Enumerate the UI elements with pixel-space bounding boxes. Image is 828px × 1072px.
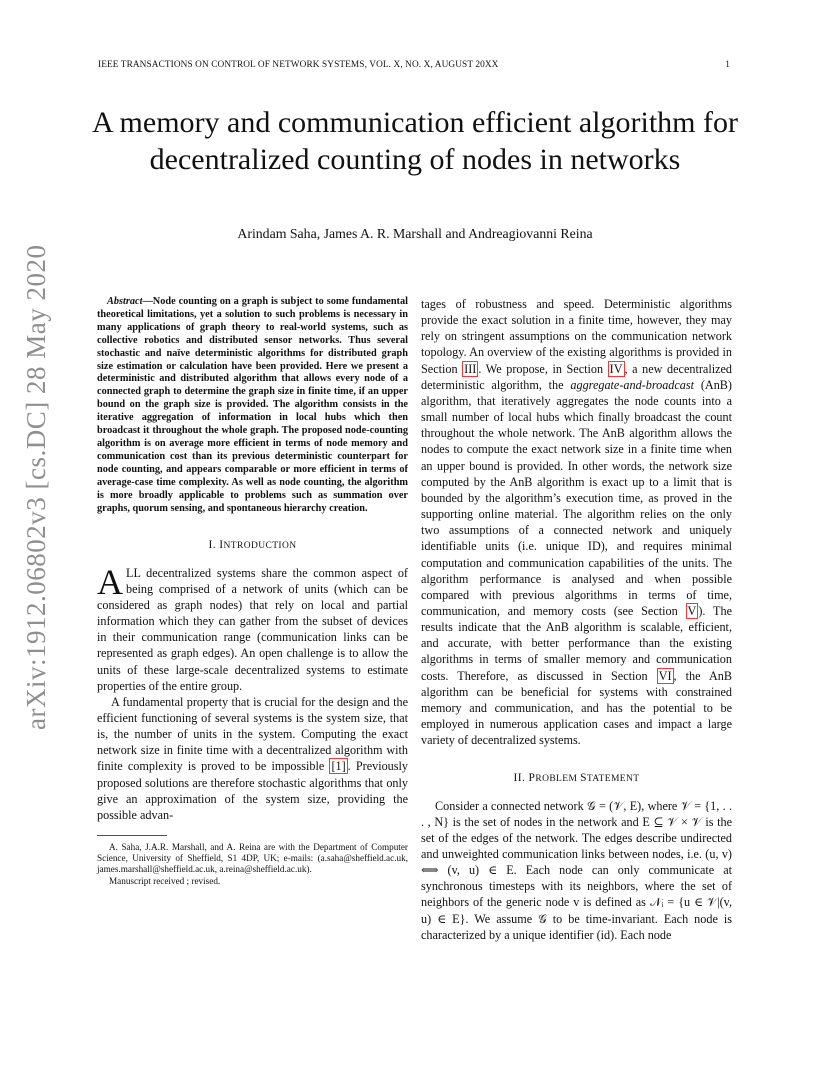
problem-paragraph-1: Consider a connected network 𝒢 = (𝒱, E), where 𝒱 = {1, . . . , N} is the set of nodes in the network and E ⊆ 𝒱 × 𝒱 is the set of the edges of the network. The edges describe undirected and unweighted communication links between nodes, i.e. (u, v) ⟺ (v, u) ∈ E. Each node can only communicate at synchronous timesteps with its neighbors, where the set of neighbors of the generic node v is defined as 𝒩ᵢ = {u ∈ 𝒱|(v, u) ∈ E}. We assume 𝒢 to be time-invariant. Each node is characterized by a unique identifier (id). Each node — [421, 798, 732, 942]
page-number: 1 — [725, 60, 730, 70]
section-heading-introduction: I. INTRODUCTION — [208, 539, 297, 552]
section-heading-problem-statement: II. PROBLEM STATEMENT — [513, 772, 640, 785]
arxiv-stamp — [18, 244, 54, 730]
right-column — [421, 296, 732, 943]
section-link-V[interactable]: V — [687, 603, 697, 618]
author-list: Arindam Saha, James A. R. Marshall and Andreagiovanni Reina — [237, 226, 593, 241]
journal-name: IEEE TRANSACTIONS ON CONTROL OF NETWORK SYSTEMS, VOL. X, NO. X, AUGUST 20XX — [98, 60, 499, 70]
paper-title: A memory and communication efficient algorithm for decentralized counting of nodes in networks — [92, 106, 738, 176]
abstract — [97, 296, 408, 515]
abstract-label: Abstract — [107, 296, 143, 307]
intro-paragraph-2: A fundamental property that is crucial for the design and the efficient functioning of several systems is the system size, that is, the number of units in the system. Computing the exact network size in finite time with a decentralized algorithm with finite complexity is proved to be impossible [1] . Previously proposed solutions are therefore stochastic algorithms that only give an approximation of the system size, providing the possible advan- — [97, 694, 408, 822]
section-link-III[interactable]: III — [464, 361, 477, 376]
footnote-affiliation: A. Saha, J.A.R. Marshall, and A. Reina are with the Department of Computer Science, University of Sheffield, S1 4DP, UK; e-mails: (a.saha@sheffield.ac.uk, james.marshall@sheffield.ac.uk, a.reina@sheffield.ac.uk). — [97, 842, 408, 875]
citation-link-1[interactable]: [1] — [331, 759, 346, 774]
intro-paragraph-1: ALL decentralized systems share the common aspect of being comprised of a network of units (which can be considered as graph nodes) that rely on local and partial information which they can gather from the subset of devices in their communication range (communication links can be represented as graph edges). An open challenge is to allow the units of these large-scale decentralized systems to estimate properties of the entire group. — [97, 561, 408, 693]
drop-cap: A — [97, 561, 123, 602]
footnote-manuscript: Manuscript received ; revised. — [109, 875, 221, 886]
section-link-VI[interactable]: VI — [658, 668, 672, 683]
running-header — [98, 60, 738, 70]
footnote-divider — [97, 835, 167, 836]
section-link-IV[interactable]: IV — [609, 361, 623, 376]
arxiv-stamp-text: arXiv:1912.06802v3 [cs.DC] 28 May 2020 — [21, 244, 51, 730]
abstract-text: —Node counting on a graph is subject to some fundamental theoretical limitations, yet a solution to such problems is necessary in many applications of graph theory to real-world systems, such as collective robotics and distributed sensor networks. Thus several stochastic and naïve deterministic algorithms for distributed graph size estimation or calculation have been provided. Here we present a deterministic and distributed algorithm that allows every node of a connected graph to determine the graph size in finite time, if an upper bound on the graph size is provided. The algorithm consists in the iterative aggregation of information in local hubs which then broadcast it throughout the whole graph. The proposed node-counting algorithm is on average more efficient in terms of node memory and communication cost than its previous deterministic counterpart for node counting, and appears comparable or more efficient in terms of average-case time complexity. As well as node counting, the algorithm is more broadly applicable to problems such as summation over graphs, quorum sensing, and spontaneous hierarchy creation. — [97, 296, 408, 514]
intro-paragraph-continued: tages of robustness and speed. Deterministic algorithms provide the exact solution in a finite time, however, they may rely on stringent assumptions on the communication network topology. An overview of the existing algorithms is provided in Section III . We propose, in Section IV , a new decentralized deterministic algorithm, the aggregate-and-broadcast (AnB) algorithm, that iteratively aggregates the node counts into a small number of local hubs which finally broadcast the count throughout the whole network. The AnB algorithm allows the nodes to compute the exact network size in a finite time when an upper bound is provided. In other words, the network size computed by the AnB algorithm is exact up to a limit that is bounded by the algorithm’s execution time, as proved in the supporting online material. The algorithm relies on the only two assumptions of a connected network and uniquely identifiable units (i.e. unique ID), and requires minimal computation and communication capabilities of the units. The algorithm performance is analysed and when possible compared with previous algorithms in terms of time, communication, and memory costs (see Section V ). The results indicate that the AnB algorithm is scalable, efficient, and accurate, with better performance than the existing algorithms in terms of smaller memory and communication costs. Therefore, as discussed in Section VI , the AnB algorithm can be beneficial for systems with constrained memory and communication, and has the potential to be employed in numerous application cases and impact a large variety of decentralized systems. — [421, 297, 733, 748]
left-column — [97, 296, 408, 887]
